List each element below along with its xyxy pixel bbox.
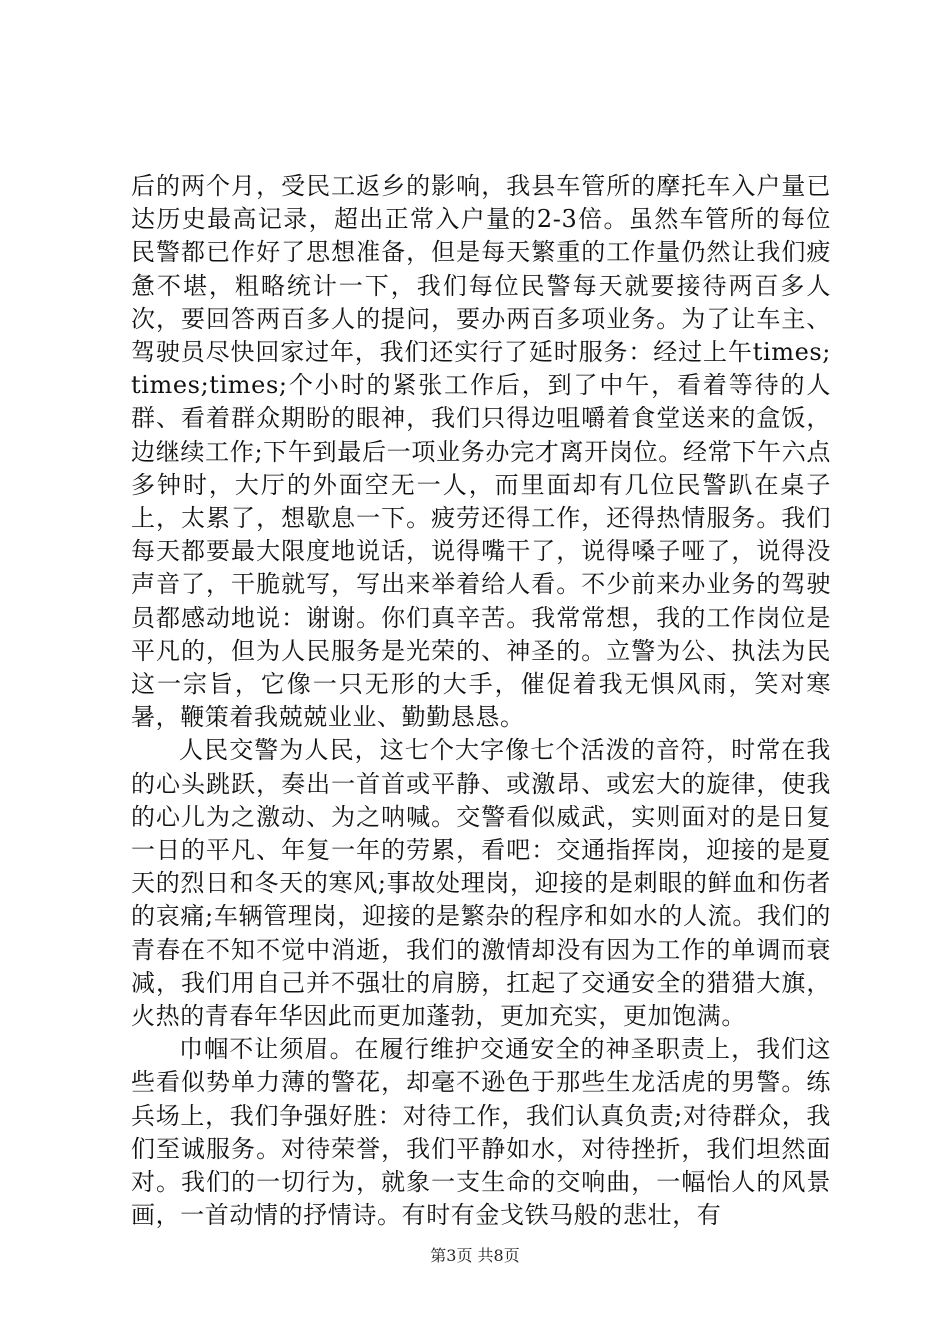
paragraph-people-traffic-police: 人民交警为人民，这七个大字像七个活泼的音符，时常在我的心头跳跃，奏出一首首或平静、或激昂、或宏大的旋律，使我的心儿为之激动、为之呐喊。交警看似威武，实则面对的是日复一日的平凡、年复一年的劳累，看吧：交通指挥岗，迎接的是夏天的烈日和冬天的寒风;事故处理岗，迎接的是刺眼的鲜血和伤者的哀痛;车辆管理岗，迎接的是繁杂的程序和如水的人流。我们的青春在不知不觉中消逝，我们的激情却没有因为工作的单调而衰减，我们用自己并不强壮的肩膀，扛起了交通安全的猎猎大旗，火热的青春年华因此而更加蓬勃，更加充实，更加饱满。 <box>131 736 831 1031</box>
page-footer: 第3页 共8页 <box>430 1246 520 1265</box>
paragraph-continuation: 后的两个月，受民工返乡的影响，我县车管所的摩托车入户量已达历史最高记录，超出正常入户量的2-3倍。虽然车管所的每位民警都已作好了思想准备，但是每天繁重的工作量仍然让我们疲惫不堪，粗略统计一下，我们每位民警每天就要接待两百多人次，要回答两百多人的提问，要办两百多项业务。为了让车主、驾驶员尽快回家过年，我们还实行了延时服务：经过上午times;times;times;个小时的紧张工作后，到了中午，看着等待的人群、看着群众期盼的眼神，我们只得边咀嚼着食堂送来的盒饭，边继续工作;下午到最后一项业务办完才离开岗位。经常下午六点多钟时，大厅的外面空无一人，而里面却有几位民警趴在桌子上，太累了，想歇息一下。疲劳还得工作，还得热情服务。我们每天都要最大限度地说话，说得嘴干了，说得嗓子哑了，说得没声音了，干脆就写，写出来举着给人看。不少前来办业务的驾驶员都感动地说：谢谢。你们真辛苦。我常常想，我的工作岗位是平凡的，但为人民服务是光荣的、神圣的。立警为公、执法为民这一宗旨，它像一只无形的大手，催促着我无惧风雨，笑对寒暑，鞭策着我兢兢业业、勤勤恳恳。 <box>131 172 831 732</box>
body-text <box>131 170 831 1233</box>
paragraph-female-officers: 巾帼不让须眉。在履行维护交通安全的神圣职责上，我们这些看似势单力薄的警花，却毫不逊色于那些生龙活虎的男警。练兵场上，我们争强好胜：对待工作，我们认真负责;对待群众，我们至诚服务。对待荣誉，我们平静如水，对待挫折，我们坦然面对。我们的一切行为，就象一支生命的交响曲，一幅怡人的风景画，一首动情的抒情诗。有时有金戈铁马般的悲壮，有 <box>131 1035 831 1230</box>
